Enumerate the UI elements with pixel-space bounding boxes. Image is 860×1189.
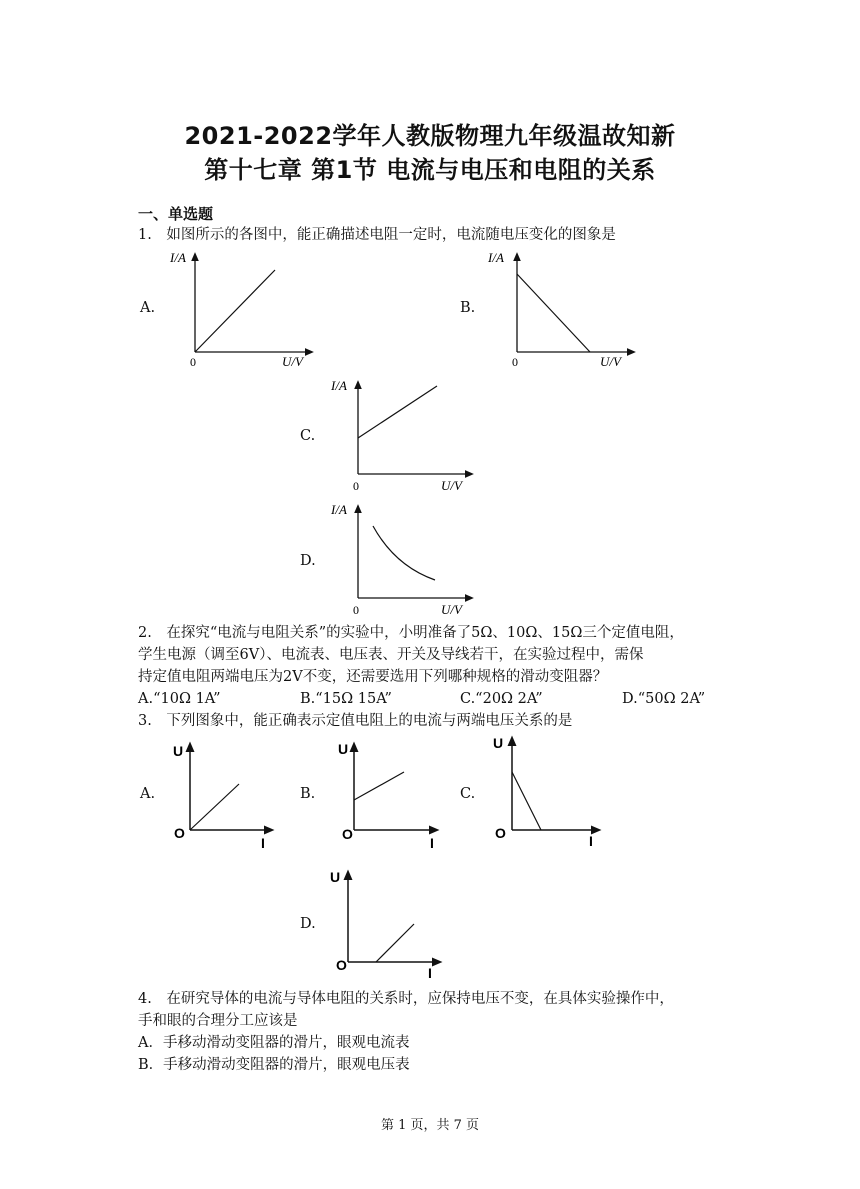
q2-option-a: A.“10Ω 1A”	[138, 691, 221, 707]
x-axis-label: U/V	[441, 602, 462, 617]
y-axis-label: U	[338, 741, 349, 757]
question-4-line-1: 4. 在研究导体的电流与导体电阻的关系时，应保持电压不变，在具体实验操作中，	[138, 991, 674, 1007]
origin-label: O	[495, 825, 506, 841]
y-axis-label: I/A	[331, 502, 347, 517]
q3-c-line	[512, 772, 541, 830]
question-3-text: 3. 下列图象中，能正确表示定值电阻上的电流与两端电压关系的是	[138, 713, 573, 729]
origin-label: O	[174, 825, 185, 841]
q1-option-a-label: A.	[140, 300, 156, 316]
q3-graph-a	[165, 738, 280, 853]
q1-option-d-label: D.	[300, 553, 316, 569]
x-axis-label: I	[430, 835, 434, 851]
q1-b-line	[517, 274, 590, 352]
y-axis-label: U	[330, 869, 341, 885]
q1-option-b-label: B.	[460, 300, 476, 316]
question-2-line-3: 持定值电阻两端电压为2V不变，还需要选用下列哪种规格的滑动变阻器？	[138, 669, 608, 685]
q1-graph-b	[482, 248, 642, 373]
q4-option-b: B．手移动滑动变阻器的滑片，眼观电压表	[138, 1057, 410, 1073]
q1-option-c-label: C.	[300, 428, 316, 444]
y-axis-label: U	[493, 735, 504, 751]
question-1-text: 1. 如图所示的各图中，能正确描述电阻一定时，电流随电压变化的图象是	[138, 227, 616, 243]
title-line-1: 2021-2022学年人教版物理九年级温故知新	[184, 122, 676, 150]
q3-option-a-label: A.	[140, 786, 156, 802]
q3-d-line	[376, 924, 414, 962]
q3-graph-c	[485, 732, 605, 852]
q1-c-line	[358, 386, 437, 438]
question-2-line-2: 学生电源（调至6V）、电流表、电压表、开关及导线若干，在实验过程中，需保	[138, 647, 644, 663]
y-axis-label: U	[173, 743, 184, 759]
q1-graph-d	[325, 500, 485, 620]
q3-option-c-label: C.	[460, 786, 476, 802]
q3-graph-d	[330, 866, 445, 981]
x-axis-label: U/V	[600, 354, 621, 369]
x-axis-label: I	[261, 835, 265, 851]
x-axis-label: I	[428, 965, 432, 981]
origin-label: 0	[353, 479, 359, 493]
q1-graph-c	[325, 376, 485, 501]
question-4-line-2: 手和眼的合理分工应该是	[138, 1013, 298, 1029]
x-axis-label: U/V	[441, 478, 462, 493]
q3-b-line	[354, 772, 404, 800]
q2-option-d: D.“50Ω 2A”	[622, 691, 706, 707]
section-heading: 一、单选题	[138, 205, 214, 223]
y-axis-label: I/A	[488, 250, 504, 265]
origin-label: O	[342, 826, 353, 842]
question-2-line-1: 2. 在探究“电流与电阻关系”的实验中，小明准备了5Ω、10Ω、15Ω三个定值电阻，	[138, 625, 684, 641]
origin-label: 0	[190, 355, 196, 369]
q1-graph-a	[160, 248, 320, 373]
y-axis-label: I/A	[331, 378, 347, 393]
x-axis-label: U/V	[282, 354, 303, 369]
q4-option-a: A．手移动滑动变阻器的滑片，眼观电流表	[138, 1035, 410, 1051]
origin-label: 0	[353, 603, 359, 617]
q1-d-curve	[373, 526, 435, 580]
title-line-2: 第十七章 第1节 电流与电压和电阻的关系	[204, 156, 656, 184]
q3-option-b-label: B.	[300, 786, 316, 802]
q2-option-b: B.“15Ω 15A”	[300, 691, 392, 707]
page-footer: 第 1 页，共 7 页	[380, 1118, 480, 1133]
q3-option-d-label: D.	[300, 916, 316, 932]
x-axis-label: I	[589, 833, 593, 849]
q2-option-c: C.“20Ω 2A”	[460, 691, 543, 707]
q1-a-line	[195, 270, 275, 352]
q3-a-line	[190, 784, 239, 830]
origin-label: 0	[512, 355, 518, 369]
origin-label: O	[336, 957, 347, 973]
q3-graph-b	[330, 738, 445, 853]
y-axis-label: I/A	[170, 250, 186, 265]
